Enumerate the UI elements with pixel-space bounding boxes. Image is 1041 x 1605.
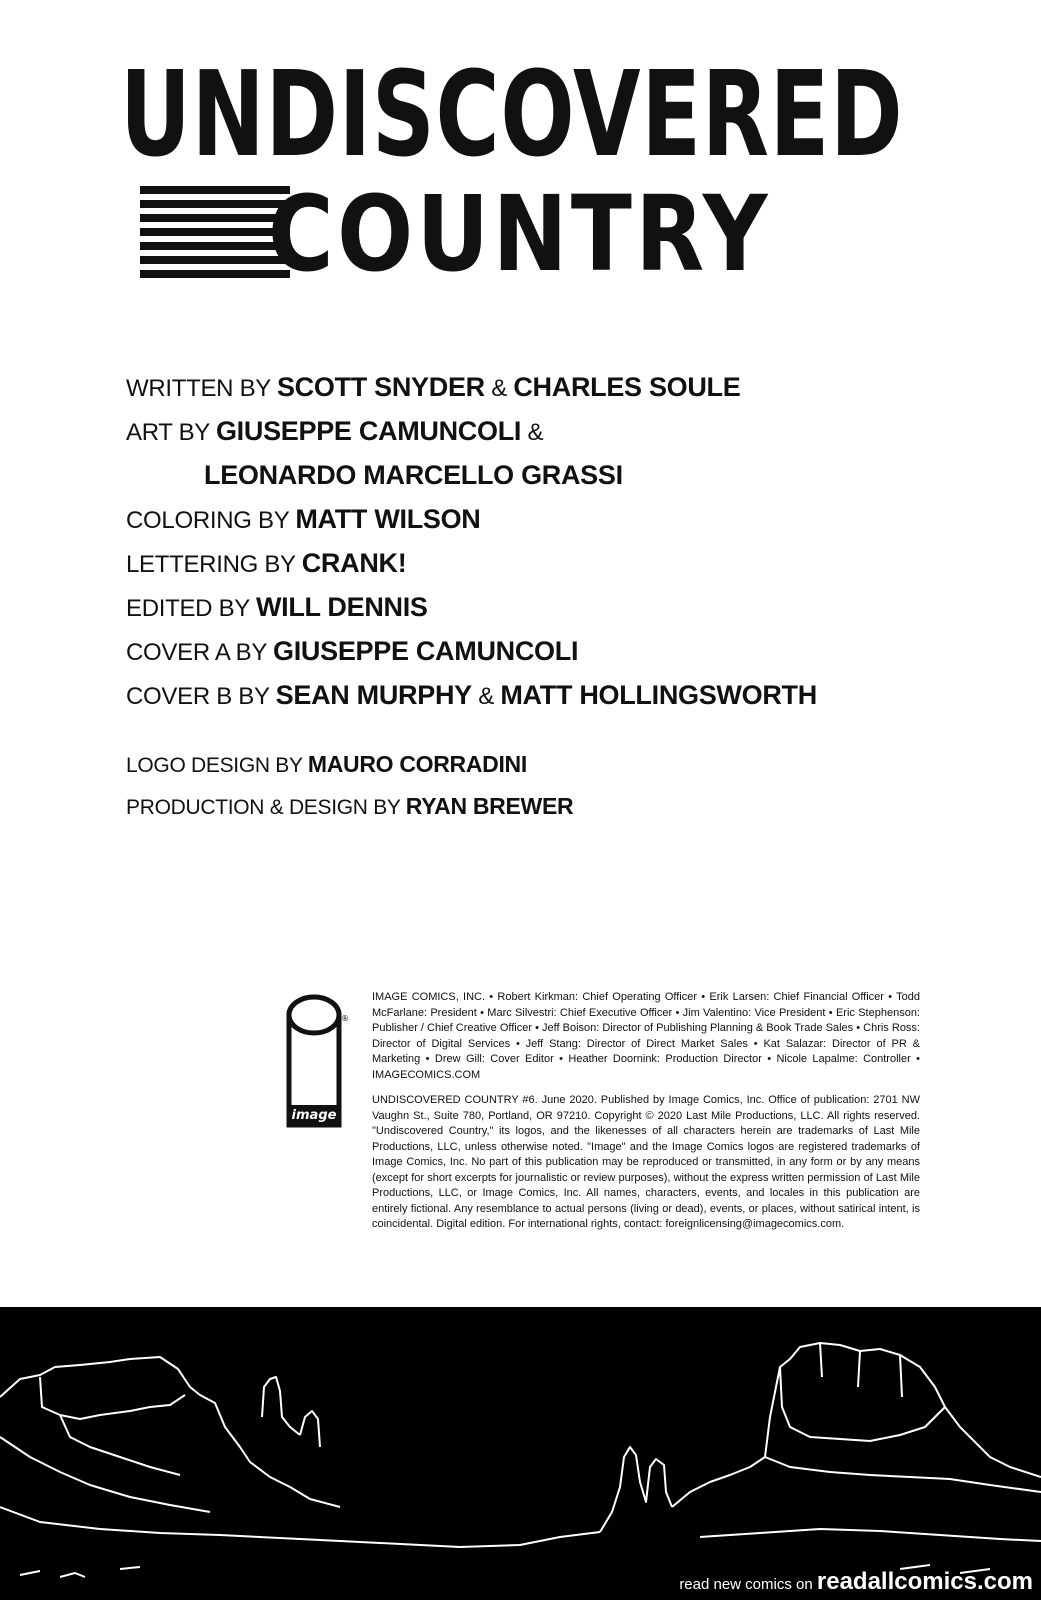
credit-art-by: ART BY GIUSEPPE CAMUNCOLI & [126, 416, 544, 446]
design-credits-list [126, 744, 573, 828]
credit-lettering-by: LETTERING BY CRANK! [126, 548, 407, 578]
credit-cover-a-by: COVER A BY GIUSEPPE CAMUNCOLI [126, 636, 579, 666]
logo-line-1: UNDISCOVERED [120, 45, 904, 183]
flag-stars-icon [800, 186, 880, 286]
image-logo-text: image [291, 1108, 337, 1123]
credit-logo-design-by: LOGO DESIGN BY MAURO CORRADINI [126, 751, 527, 777]
indicia: UNDISCOVERED COUNTRY #6. June 2020. Published by Image Comics, Inc. Office of publication: 2701 NW Vaughn St., Suite 780, Portland, OR 97210. Copyright © 2020 Last Mile Productions, LLC. All rights reserved. "Undiscovered Country," its logos, and the likenesses of all characters herein are trademarks of Last Mile Productions, LLC, unless otherwise noted. "Image" and the Image Comics logos are registered trademarks of Image Comics, Inc. No part of this publication may be reproduced or transmitted, in any form or by any means (except for short excerpts for journalistic or review purposes), without the express written permission of Last Mile Productions, LLC, or Image Comics, Inc. All names, characters, events, and locales in this publication are entirely fictional. Any resemblance to actual persons (living or dead), events, or places, without satirical intent, is coincidental. Digital edition. For international rights, contact: foreignlicensing@imagecomics.com. [372, 1094, 920, 1230]
credits-list [126, 366, 817, 718]
credit-production-design-by: PRODUCTION & DESIGN BY RYAN BREWER [126, 793, 574, 819]
logo-line-2: COUNTRY [268, 173, 771, 295]
legal-text [372, 990, 920, 1243]
credit-art-by-continued: LEONARDO MARCELLO GRASSI [204, 460, 623, 490]
watermark-footer: read new comics on readallcomics.com [679, 1568, 1033, 1595]
image-comics-logo-icon [285, 993, 349, 1131]
credit-cover-b-by: COVER B BY SEAN MURPHY & MATT HOLLINGSWORTH [126, 680, 817, 710]
landscape-illustration [0, 1307, 1041, 1600]
staff-list: IMAGE COMICS, INC. • Robert Kirkman: Chief Operating Officer • Erik Larsen: Chief Financial Officer • Todd McFarlane: President • Marc Silvestri: Chief Executive Officer • Jim Valentino: Vice President • Eric Stephenson: Publisher / Chief Creative Officer • Jeff Boison: Director of Publishing Planning & Book Trade Sales • Chris Ross: Director of Digital Services • Jeff Stang: Director of Direct Market Sales • Kat Salazar: Director of PR & Marketing • Drew Gill: Cover Editor • Heather Doornink: Production Director • Nicole Lapalme: Controller • IMAGECOMICS.COM [372, 991, 920, 1081]
mesa-lineart-icon [0, 1307, 1041, 1600]
credit-edited-by: EDITED BY WILL DENNIS [126, 592, 428, 622]
registered-mark: ® [341, 1014, 349, 1023]
credit-written-by: WRITTEN BY SCOTT SNYDER & CHARLES SOULE [126, 372, 741, 402]
credit-coloring-by: COLORING BY MATT WILSON [126, 504, 481, 534]
